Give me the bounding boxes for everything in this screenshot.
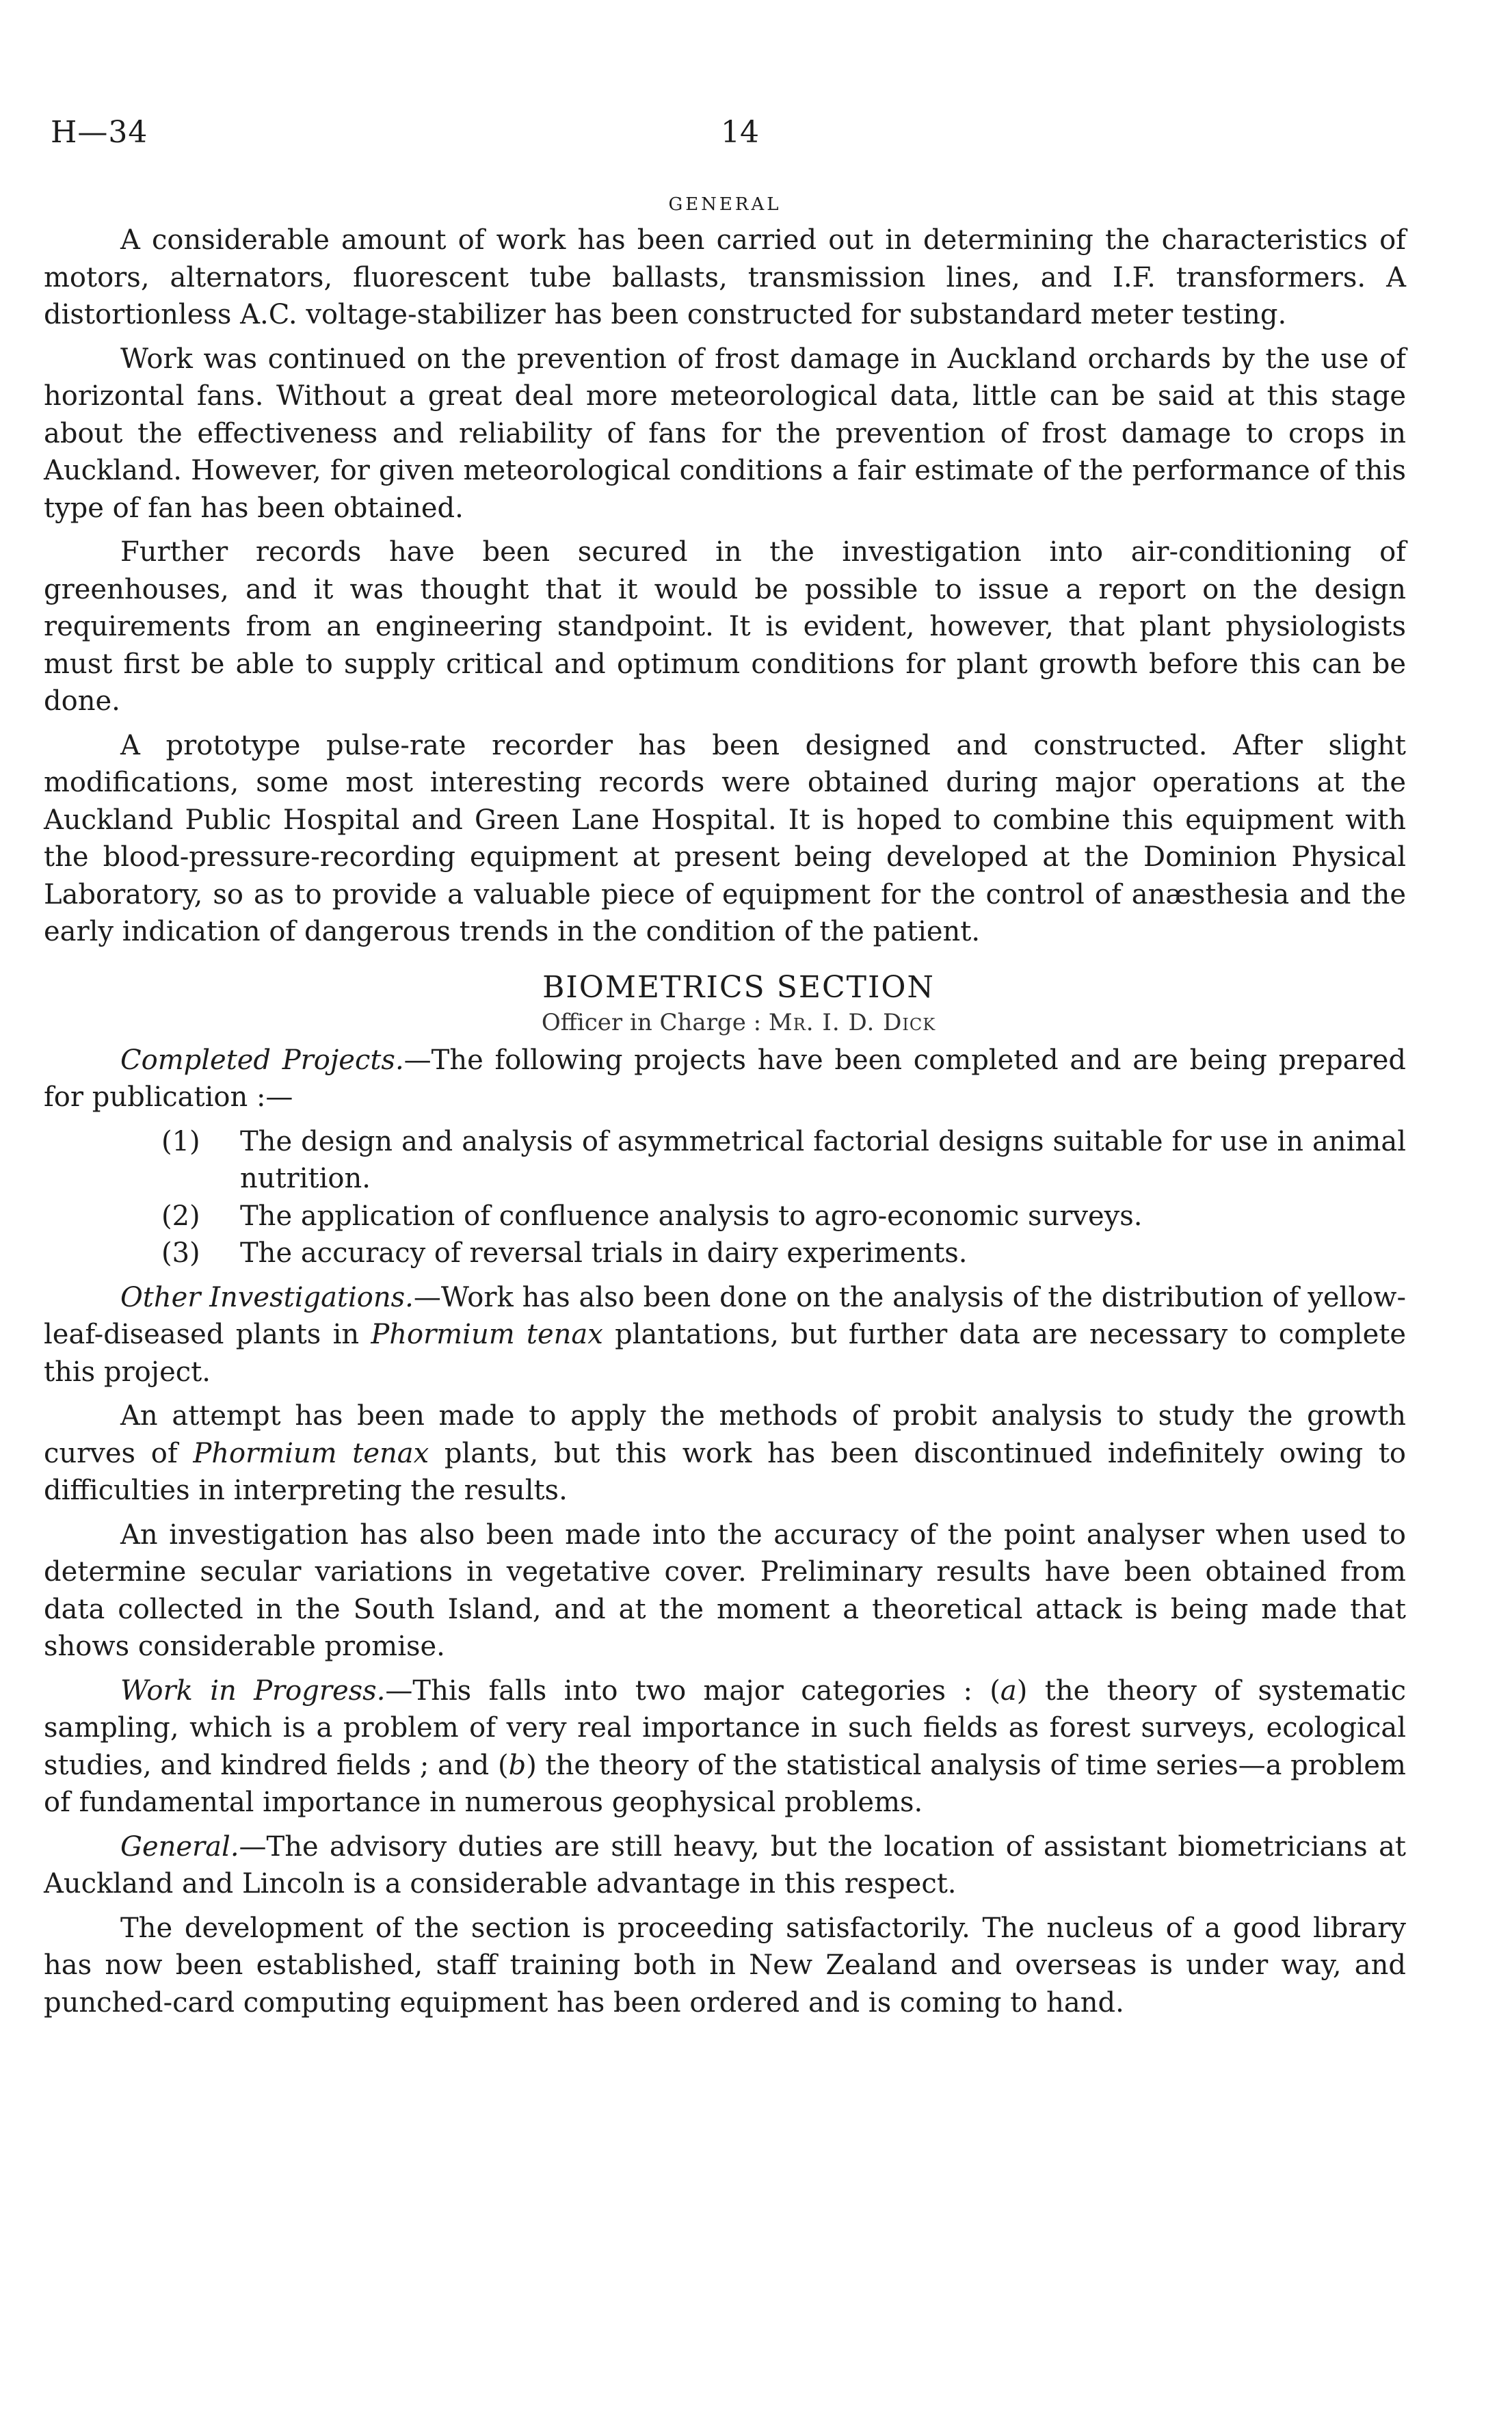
other-investigations-label: Other Investigations.: [120, 1281, 414, 1313]
list-item-number: (1): [161, 1125, 200, 1157]
category-b-letter: b: [508, 1749, 527, 1781]
list-item: [44, 1123, 1406, 1198]
officer-name: Mr. I. D. Dick: [768, 1008, 936, 1036]
page-number: 14: [721, 115, 759, 150]
probit-text-b: plants, but this work has been discontinued indefinitely owing to difficulties in interpreting the results.: [44, 1437, 1406, 1506]
other-investigations-text-a: —Work has also been done on the analysis of the distribution of yellow-leaf-diseased plants in: [44, 1281, 1406, 1350]
running-head: [51, 115, 1411, 156]
general-paragraph-3: Further records have been secured in the investigation into air-conditioning of greenhouses, and it was thought that it would be possible to issue a report on the design requirements from an engineering standpoint. It is evident, however, that plant physiologists must first be able to supply critical and optimum conditions for plant growth before this can be done.: [44, 536, 1406, 717]
other-investigations-paragraph: [44, 1279, 1406, 1391]
officer-in-charge: [44, 1009, 1406, 1036]
work-in-progress-text-b: ) the theory of systematic sampling, which is a problem of very real importance in such fields as forest surveys, ecological studies, and kindred fields ; and (: [44, 1674, 1406, 1781]
list-item-text: The application of confluence analysis to agro-economic surveys.: [240, 1200, 1143, 1232]
general-paragraph-1: A considerable amount of work has been carried out in determining the characteristics of motors, alternators, fluorescent tube ballasts, transmission lines, and I.F. transformers. A distortionless A.C. voltage-stabilizer has been constructed for substandard meter testing.: [44, 224, 1406, 330]
completed-projects-paragraph: [44, 1042, 1406, 1116]
category-a-letter: a: [1000, 1674, 1017, 1707]
general-paragraph-4: A prototype pulse-rate recorder has been designed and constructed. After slight modifications, some most interesting records were obtained during major operations at the Auckland Public Hospital and Green Lane Hospital. It is hoped to combine this equipment with the blood-pressure-recording equipment at present being developed at the Dominion Physical Laboratory, so as to provide a valuable piece of equipment for the control of anæsthesia and the early indication of dangerous trends in the condition of the patient.: [44, 729, 1406, 947]
general-note-text: —The advisory duties are still heavy, but the location of assistant biometricians at Auckland and Lincoln is a considerable advantage in this respect.: [44, 1830, 1406, 1900]
completed-projects-list: [44, 1123, 1406, 1272]
work-in-progress-label: Work in Progress.: [120, 1674, 386, 1707]
work-in-progress-text-c: ) the theory of the statistical analysis of time series—a problem of fundamental importance in numerous geophysical problems.: [44, 1749, 1406, 1818]
probit-paragraph: [44, 1397, 1406, 1510]
completed-projects-text: —The following projects have been completed and are being prepared for publication :—: [44, 1044, 1406, 1113]
species-name: Phormium tenax: [193, 1437, 429, 1469]
development-paragraph: The development of the section is proceeding satisfactorily. The nucleus of a good library has now been established, staff training both in New Zealand and overseas is under way, and punched-card computing equipment has been ordered and is coming to hand.: [44, 1912, 1406, 2019]
general-note-label: General.: [120, 1830, 239, 1863]
completed-projects-label: Completed Projects.: [120, 1044, 404, 1076]
page-content: [44, 194, 1406, 2028]
general-note-paragraph: [44, 1828, 1406, 1903]
list-item: [44, 1198, 1406, 1235]
species-name: Phormium tenax: [371, 1319, 603, 1350]
list-item-text: The accuracy of reversal trials in dairy experiments.: [240, 1237, 968, 1269]
officer-label: Officer in Charge :: [541, 1008, 762, 1036]
biometrics-section-title: BIOMETRICS SECTION: [542, 969, 935, 1005]
probit-text-a: An attempt has been made to apply the methods of probit analysis to study the growth curves of: [44, 1400, 1406, 1469]
work-in-progress-paragraph: [44, 1672, 1406, 1822]
list-item-number: (3): [161, 1237, 200, 1269]
list-item-number: (2): [161, 1200, 200, 1232]
document-code: H—34: [51, 115, 148, 150]
list-item-text: The design and analysis of asymmetrical factorial designs suitable for use in animal nutrition.: [240, 1125, 1406, 1194]
other-investigations-text-b: plantations, but further data are necessary to complete this project.: [44, 1319, 1407, 1388]
list-item: [44, 1235, 1406, 1272]
work-in-progress-text-a: —This falls into two major categories : (: [385, 1674, 1000, 1707]
general-paragraph-2: Work was continued on the prevention of frost damage in Auckland orchards by the use of horizontal fans. Without a great deal more meteorological data, little can be said at this stage about the effectiveness and reliability of fans for the prevention of frost damage to crops in Auckland. However, for given meteorological conditions a fair estimate of the performance of this type of fan has been obtained.: [44, 343, 1406, 524]
general-heading: GENERAL: [668, 194, 782, 215]
point-analyser-paragraph: An investigation has also been made into the accuracy of the point analyser when used to determine secular variations in vegetative cover. Preliminary results have been obtained from data collected in the South Island, and at the moment a theoretical attack is being made that shows considerable promise.: [44, 1519, 1406, 1662]
